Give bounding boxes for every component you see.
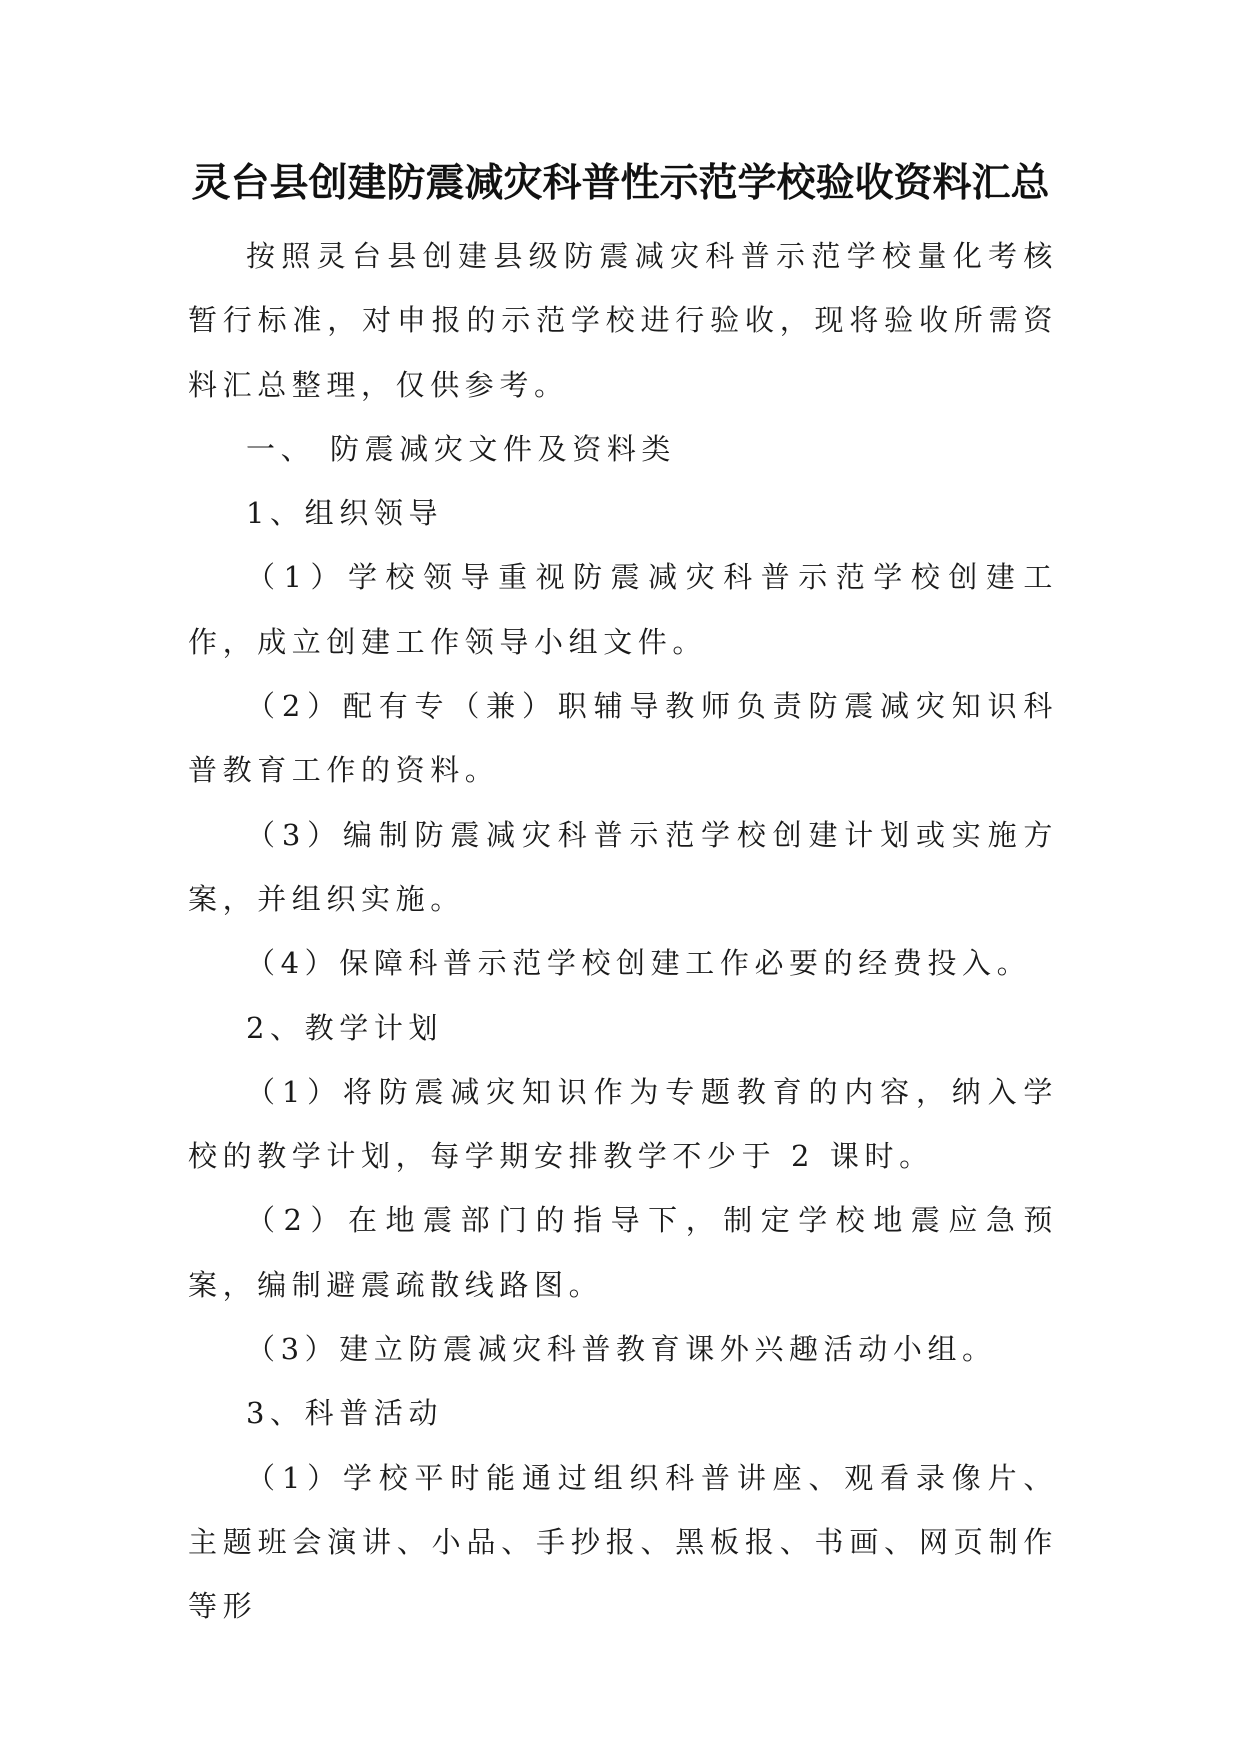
- subsection-heading: 2、教学计划: [246, 1010, 444, 1045]
- list-item: （1）将防震减灾知识作为专题教育的内容，纳入学校的教学计划，每学期安排教学不少于 2 课时。: [188, 1074, 1058, 1174]
- list-item: （4）保障科普示范学校创建工作必要的经费投入。: [246, 946, 1032, 981]
- list-item: （2）配有专（兼）职辅导教师负责防震减灾知识科普教育工作的资料。: [188, 689, 1058, 788]
- list-item: （2）在地震部门的指导下，制定学校地震应急预案，编制避震疏散线路图。: [188, 1203, 1058, 1302]
- list-item: （1）学校领导重视防震减灾科普示范学校创建工作，成立创建工作领导小组文件。: [188, 560, 1058, 659]
- subsection-heading: 3、科普活动: [246, 1396, 444, 1431]
- list-item: （3）编制防震减灾科普示范学校创建计划或实施方案，并组织实施。: [188, 817, 1058, 916]
- section-heading: 一、 防震减灾文件及资料类: [246, 431, 677, 466]
- document-title: 灵台县创建防震减灾科普性示范学校验收资料汇总: [191, 160, 1050, 206]
- list-item: （3）建立防震减灾科普教育课外兴趣活动小组。: [246, 1332, 997, 1367]
- intro-paragraph: 按照灵台县创建县级防震减灾科普示范学校量化考核暂行标准，对申报的示范学校进行验收，现将验收所需资料汇总整理，仅供参考。: [188, 239, 1058, 402]
- list-item: （1）学校平时能通过组织科普讲座、观看录像片、主题班会演讲、小品、手抄报、黑板报、书画、网页制作等形: [188, 1460, 1058, 1624]
- subsection-heading: 1、组织领导: [246, 496, 444, 531]
- document-body: [188, 224, 1058, 1639]
